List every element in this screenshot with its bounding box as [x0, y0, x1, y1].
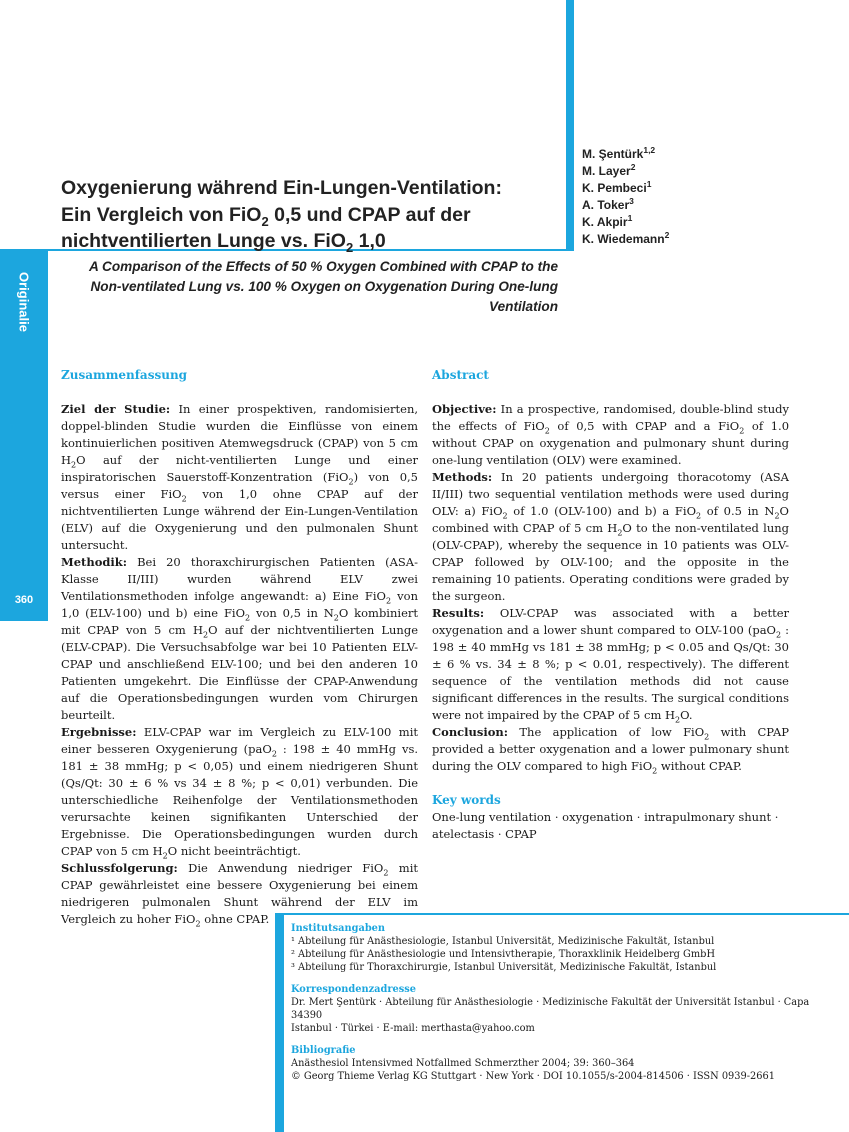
methods-paragraph: Methods: In 20 patients undergoing thoracotomy (ASA II/III) two sequential ventilation methods were used during OLV: a) FiO$_2$ of 1.0 (OLV-100) and b) a FiO$_2$ of 0.5 in $N_2O$ combined with CPAP of 5 cm $H_2O$ to the non-ventilated lung (OLV-CPAP), whereby the sequence in 10 patients was OLV-CPAP followed by OLV-100; and the opposite in the remaining 10 patients. Operating conditions were graded by the surgeon. [432, 470, 790, 603]
article-title [61, 175, 566, 255]
abstract-column [432, 367, 789, 843]
korrespondenz-line: Dr. Mert Şentürk · Abteilung für Anästhesiologie · Medizinische Fakultät der Universität Istanbul · Capa 34390 [291, 997, 810, 1021]
title-line-1: Oxygenierung während Ein-Lungen-Ventilation: [61, 177, 502, 199]
keywords-text: One-lung ventilation · oxygenation · intrapulmonary shunt · atelectasis · CPAP [432, 810, 779, 841]
zusammenfassung-heading: Zusammenfassung [61, 368, 188, 382]
author: M. Şentürk$^{1,2}$ [582, 145, 656, 161]
author: K. Wiedemann$^2$ [582, 230, 670, 246]
title-line-3: nichtventilierten Lunge vs. FiO$_2$ 1,0 [61, 230, 386, 255]
top-vertical-rule [566, 0, 574, 251]
objective-paragraph: Objective: In a prospective, randomised, double-blind study the effects of FiO$_2$ of 0,5 with CPAP and a FiO$_2$ of 1.0 without CPAP on oxygenation and pulmonary shunt during one-lung ventilation (OLV) were examined. [432, 402, 790, 467]
bibliografie-heading: Bibliografie [291, 1045, 356, 1056]
title-line-2: Ein Vergleich von FiO$_2$ 0,5 und CPAP auf der [61, 203, 471, 229]
author-list [582, 146, 782, 248]
institut-line: ³ Abteilung für Thoraxchirurgie, Istanbul Universität, Medizinische Fakultät, Istanbul [291, 962, 717, 973]
results-paragraph: Results: OLV-CPAP was associated with a better oxygenation and a lower shunt compared to OLV-100 (paO$_2$ : 198 ± 40 mmHg vs 181 ± 38 mmHg; p < 0.05 and Qs/Qt: 30 ± 6 % vs. 34 ± 8 %; p < 0.01, respectively). The different sequence of the ventilation methods did not cause significant differences in the results. The surgical conditions were not impaired by the CPAP of 5 cm $H_2O$. [432, 606, 790, 725]
ziel-paragraph: Ziel der Studie: In einer prospektiven, randomisierten, doppel-blinden Studie wurden die Einflüsse von einem kontinuierlichen positiven Atemwegsdruck (CPAP) von 5 cm $H_2O$ auf der nicht-ventilierten Lunge und einer inspiratorischen Sauerstoff-Konzentration (FiO$_2$) von 0,5 versus einer FiO$_2$ von 1,0 ohne CPAP auf der nichtventilierten Lunge während der Ein-Lungen-Ventilation (ELV) auf die Oxygenierung und den pulmonalen Shunt untersucht. [61, 402, 419, 552]
info-box-top-rule [275, 913, 849, 915]
abstract-heading: Abstract [432, 368, 489, 382]
bibliografie-line: © Georg Thieme Verlag KG Stuttgart · New York · DOI 10.1055/s-2004-814506 · ISSN 0939-2661 [291, 1071, 775, 1082]
bibliografie-line: Anästhesiol Intensivmed Notfallmed Schmerzther 2004; 39: 360–364 [291, 1058, 635, 1069]
schluss-paragraph: Schlussfolgerung: Die Anwendung niedriger FiO$_2$ mit CPAP gewährleistet eine bessere Oxygenierung bei einem niedrigeren pulmonalen Shunt während der ELV im Vergleich zu hoher FiO$_2$ ohne CPAP. [61, 861, 418, 929]
author: M. Layer$^2$ [582, 162, 636, 178]
section-tab-label: Originalie [16, 272, 32, 332]
korrespondenz-heading: Korrespondenzadresse [291, 984, 417, 995]
ergebnisse-paragraph: Ergebnisse: ELV-CPAP war im Vergleich zu ELV-100 mit einer besseren Oxygenierung (paO$_2$ : 198 ± 40 mmHg vs. 181 ± 38 mmHg; p < 0,05) und einem niedrigeren Shunt (Qs/Qt: 30 ± 6 % vs 34 ± 8 %; p < 0,01) verbunden. Die unterschiedliche Reihenfolge der Ventilationsmethoden verursachte keinen signifikanten Unterschied der Ergebnisse. Die Operationsbedingungen wurden durch CPAP von 5 cm $H_2O$ nicht beeinträchtigt. [61, 725, 419, 861]
author: K. Pembeci$^1$ [582, 179, 652, 195]
korrespondenz-line: Istanbul · Türkei · E-mail: merthasta@yahoo.com [291, 1023, 535, 1034]
info-box [291, 922, 811, 1092]
conclusion-paragraph: Conclusion: The application of low FiO$_2$ with CPAP provided a better oxygenation and a lower pulmonary shunt during the OLV compared to high FiO$_2$ without CPAP. [432, 725, 790, 776]
bibliografie-block [291, 1044, 811, 1083]
author: A. Toker$^3$ [582, 196, 634, 212]
institut-block [291, 922, 811, 974]
page-number: 360 [14, 594, 34, 606]
zusammenfassung-column [61, 367, 418, 928]
institut-line: ² Abteilung für Anästhesiologie und Intensivtherapie, Thoraxklinik Heidelberg GmbH [291, 949, 715, 960]
korrespondenz-block [291, 983, 811, 1035]
methodik-paragraph: Methodik: Bei 20 thoraxchirurgischen Patienten (ASA-Klasse II/III) wurden während ELV zwei Ventilationsmethoden infolge angewandt: a) Eine FiO$_2$ von 1,0 (ELV-100) und b) eine FiO$_2$ von 0,5 in $N_2O$ kombiniert mit CPAP von 5 cm $H_2O$ auf der nichtventilierten Lunge (ELV-CPAP). Die Versuchsabfolge war bei 10 Patienten ELV-CPAP und anschließend ELV-100; und bei den anderen 10 Patienten umgekehrt. Die Einflüsse der CPAP-Anwendung auf die Operationsbedingungen wurden vom Chirurgen beurteilt. [61, 555, 419, 722]
institut-heading: Institutsangaben [291, 923, 386, 934]
info-box-vertical-rule [275, 913, 284, 1132]
english-subtitle: A Comparison of the Effects of 50 % Oxygen Combined with CPAP to the Non-ventilated Lung vs. 100 % Oxygen on Oxygenation During One-lung Ventilation [88, 259, 558, 314]
author: K. Akpir$^1$ [582, 213, 633, 229]
keywords-heading: Key words [432, 793, 501, 807]
institut-line: ¹ Abteilung für Anästhesiologie, Istanbul Universität, Medizinische Fakultät, Istanbul [291, 936, 715, 947]
